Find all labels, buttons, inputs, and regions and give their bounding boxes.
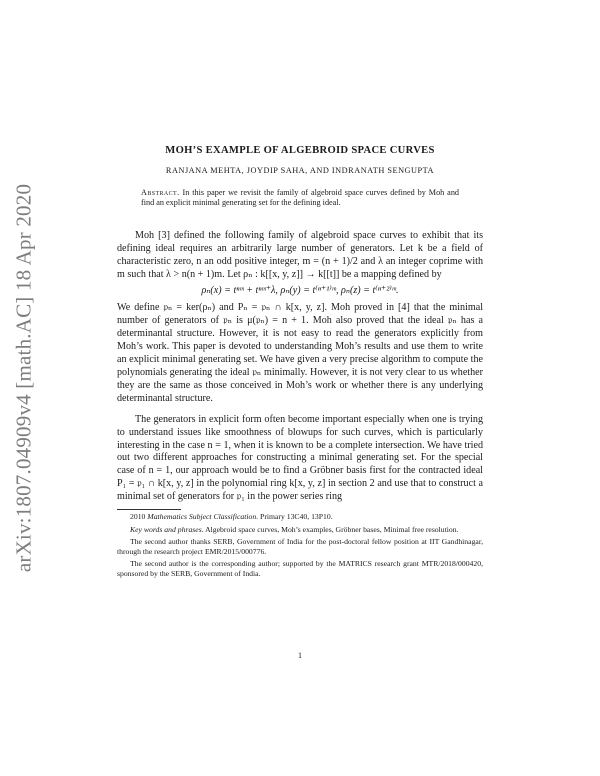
footnote-corresponding-author: The second author is the corresponding author; supported by the MATRICS research grant MTR/2018/000420, sponsored by the SERB, Government of India. <box>117 559 483 578</box>
body-paragraph-1: Moh [3] defined the following family of algebroid space curves to exhibit that its defining ideal requires an arbitrarily large number of generators. Let k be a field of characteristic zero, n an odd positive integer, m = (n + 1)/2 and λ an integer coprime with m such that λ > n(n + 1)m. Let ρₙ : k[[x, y, z]] → k[[t]] be a mapping defined by <box>117 229 483 280</box>
footnote-keywords-label: Key words and phrases. <box>130 524 204 534</box>
arxiv-identifier: arXiv:1807.04909v4 [math.AC] 18 Apr 2020 <box>11 183 36 573</box>
body-paragraph-2: We define 𝔭ₙ = ker(ρₙ) and Pₙ = 𝔭ₙ ∩ k[x, y, z]. Moh proved in [4] that the minimal number of generators of 𝔭ₙ is μ(𝔭ₙ) = n + 1. Moh also proved that the ideal 𝔭ₙ has a determinantal structure. However, it is not easy to read the generators explicitly from Moh’s work. This paper is devoted to understanding Moh’s results and use them to write an explicit minimal generating set. We have given a very precise algorithm to compute the polynomials generating the ideal 𝔭ₙ minimally. However, it is not very clear to us whether they are the same as those conceived in Moh’s work or whether there is any underlying determinantal structure. <box>117 302 483 404</box>
footnote-divider <box>117 509 181 510</box>
display-equation: ρₙ(x) = tⁿᵐ + tⁿᵐ⁺λ, ρₙ(y) = t⁽ⁿ⁺¹⁾ᵐ, ρₙ(z) = t⁽ⁿ⁺²⁾ᵐ. <box>201 285 399 297</box>
abstract-label: Abstract. <box>141 188 180 197</box>
footnote-msc-year: 2010 <box>130 512 146 522</box>
footnote-msc-text: Primary 13C40, 13P10. <box>260 512 333 522</box>
footnote-msc <box>117 512 483 522</box>
body-paragraph-3: The generators in explicit form often become important especially when one is trying to understand issues like smoothness of blowups for such curves, which is particularly interesting in the case n = 1, when it is known to be a complete intersection. We have tried out two different approaches for constructing a minimal generating set. For the special case of n = 1, our approach would be to find a Gröbner basis first for the contracted ideal P₁ = 𝔭₁ ∩ k[x, y, z] in the polynomial ring k[x, y, z] in section 2 and use that to construct a minimal set of generators for 𝔭₁ in the power series ring <box>117 413 483 503</box>
footnote-msc-label: Mathematics Subject Classification. <box>147 512 259 522</box>
page-content <box>117 145 483 579</box>
paper-title: MOH’S EXAMPLE OF ALGEBROID SPACE CURVES <box>165 145 435 156</box>
paper-authors: RANJANA MEHTA, JOYDIP SAHA, AND INDRANATH SENGUPTA <box>165 166 435 175</box>
page-number: 1 <box>298 651 302 660</box>
footnote-funding-fellowship: The second author thanks SERB, Government of India for the post-doctoral fellow position at IIT Gandhinagar, through the research project EMR/2015/000776. <box>117 537 483 556</box>
abstract-text: In this paper we revisit the family of algebroid space curves defined by Moh and find an explicit minimal generating set for the defining ideal. <box>141 188 460 208</box>
footnote-keywords-text: Algebroid space curves, Moh’s examples, Gröbner bases, Minimal free resolution. <box>205 524 459 534</box>
arxiv-side-stamp <box>4 168 44 588</box>
footnote-keywords <box>117 525 483 535</box>
abstract <box>141 188 459 209</box>
